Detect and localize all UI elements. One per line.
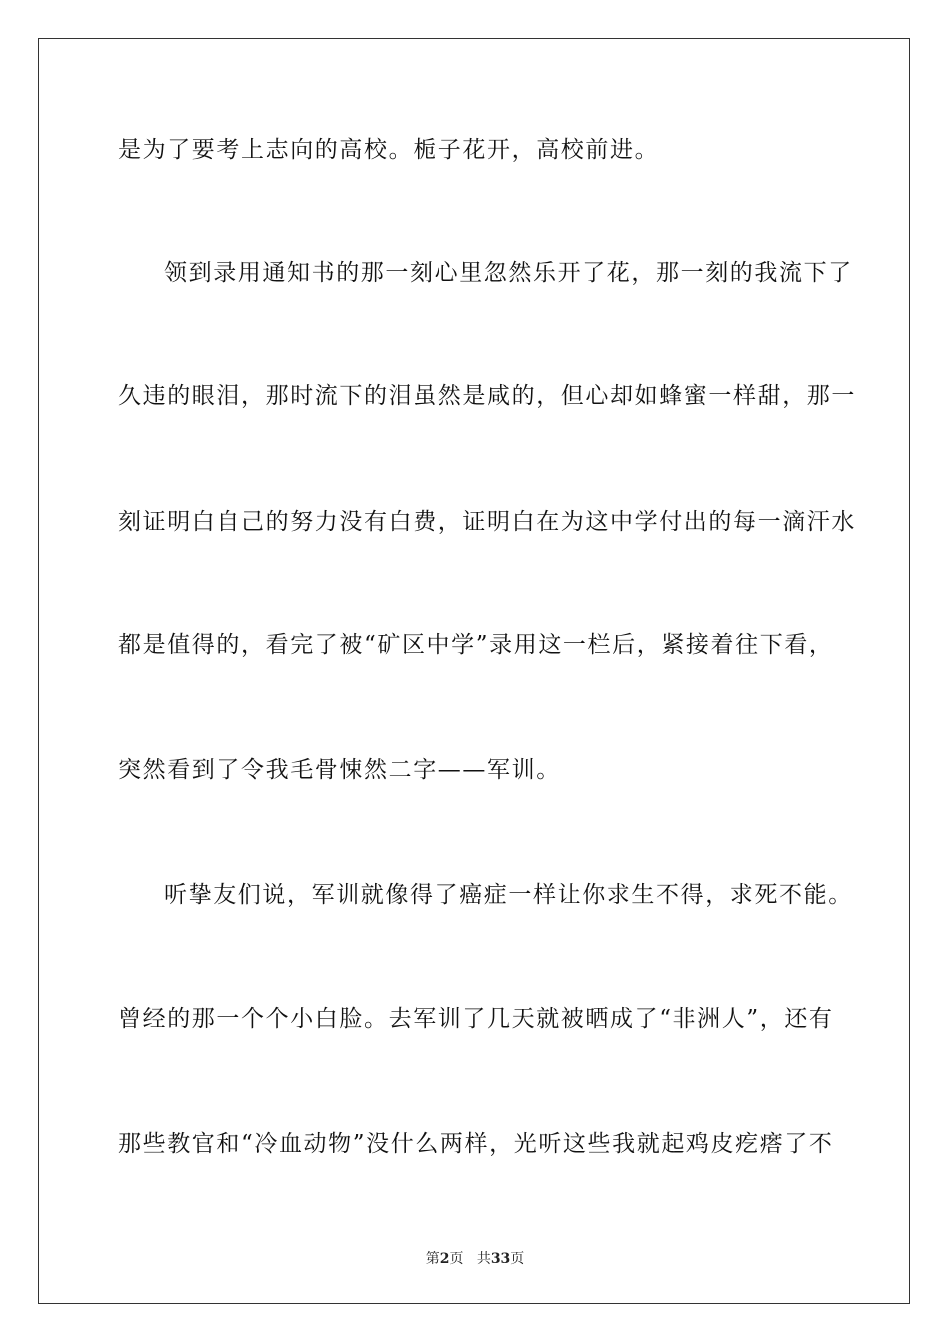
text-line-9: 那些教官和“冷血动物”没什么两样，光听这些我就起鸡皮疙瘩了不 xyxy=(118,1131,834,1157)
text-line-7: 听挚友们说，军训就像得了癌症一样让你求生不得，求死不能。 xyxy=(164,882,853,908)
text-line-1: 是为了要考上志向的高校。栀子花开，高校前进。 xyxy=(118,137,660,163)
total-pages: 33 xyxy=(490,1251,511,1267)
page-footer xyxy=(0,1248,950,1268)
text-line-4: 刻证明白自己的努力没有白费，证明白在为这中学付出的每一滴汗水 xyxy=(118,509,856,535)
footer-prefix: 第 xyxy=(425,1251,440,1267)
text-line-5: 都是值得的，看完了被“矿区中学”录用这一栏后，紧接着往下看， xyxy=(118,632,834,658)
text-line-3: 久违的眼泪，那时流下的泪虽然是咸的，但心却如蜂蜜一样甜，那一 xyxy=(118,383,856,409)
page-number: 2 xyxy=(439,1251,450,1267)
text-line-8: 曾经的那一个个小白脸。去军训了几天就被晒成了“非洲人”，还有 xyxy=(118,1006,834,1032)
footer-page-suffix: 页 xyxy=(449,1251,464,1267)
text-line-6: 突然看到了令我毛骨悚然二字——军训。 xyxy=(118,757,561,783)
footer-total-suffix: 页 xyxy=(510,1251,525,1267)
page-border xyxy=(38,38,910,1304)
text-line-2: 领到录用通知书的那一刻心里忽然乐开了花，那一刻的我流下了 xyxy=(164,260,853,286)
footer-total-prefix: 共 xyxy=(476,1251,491,1267)
